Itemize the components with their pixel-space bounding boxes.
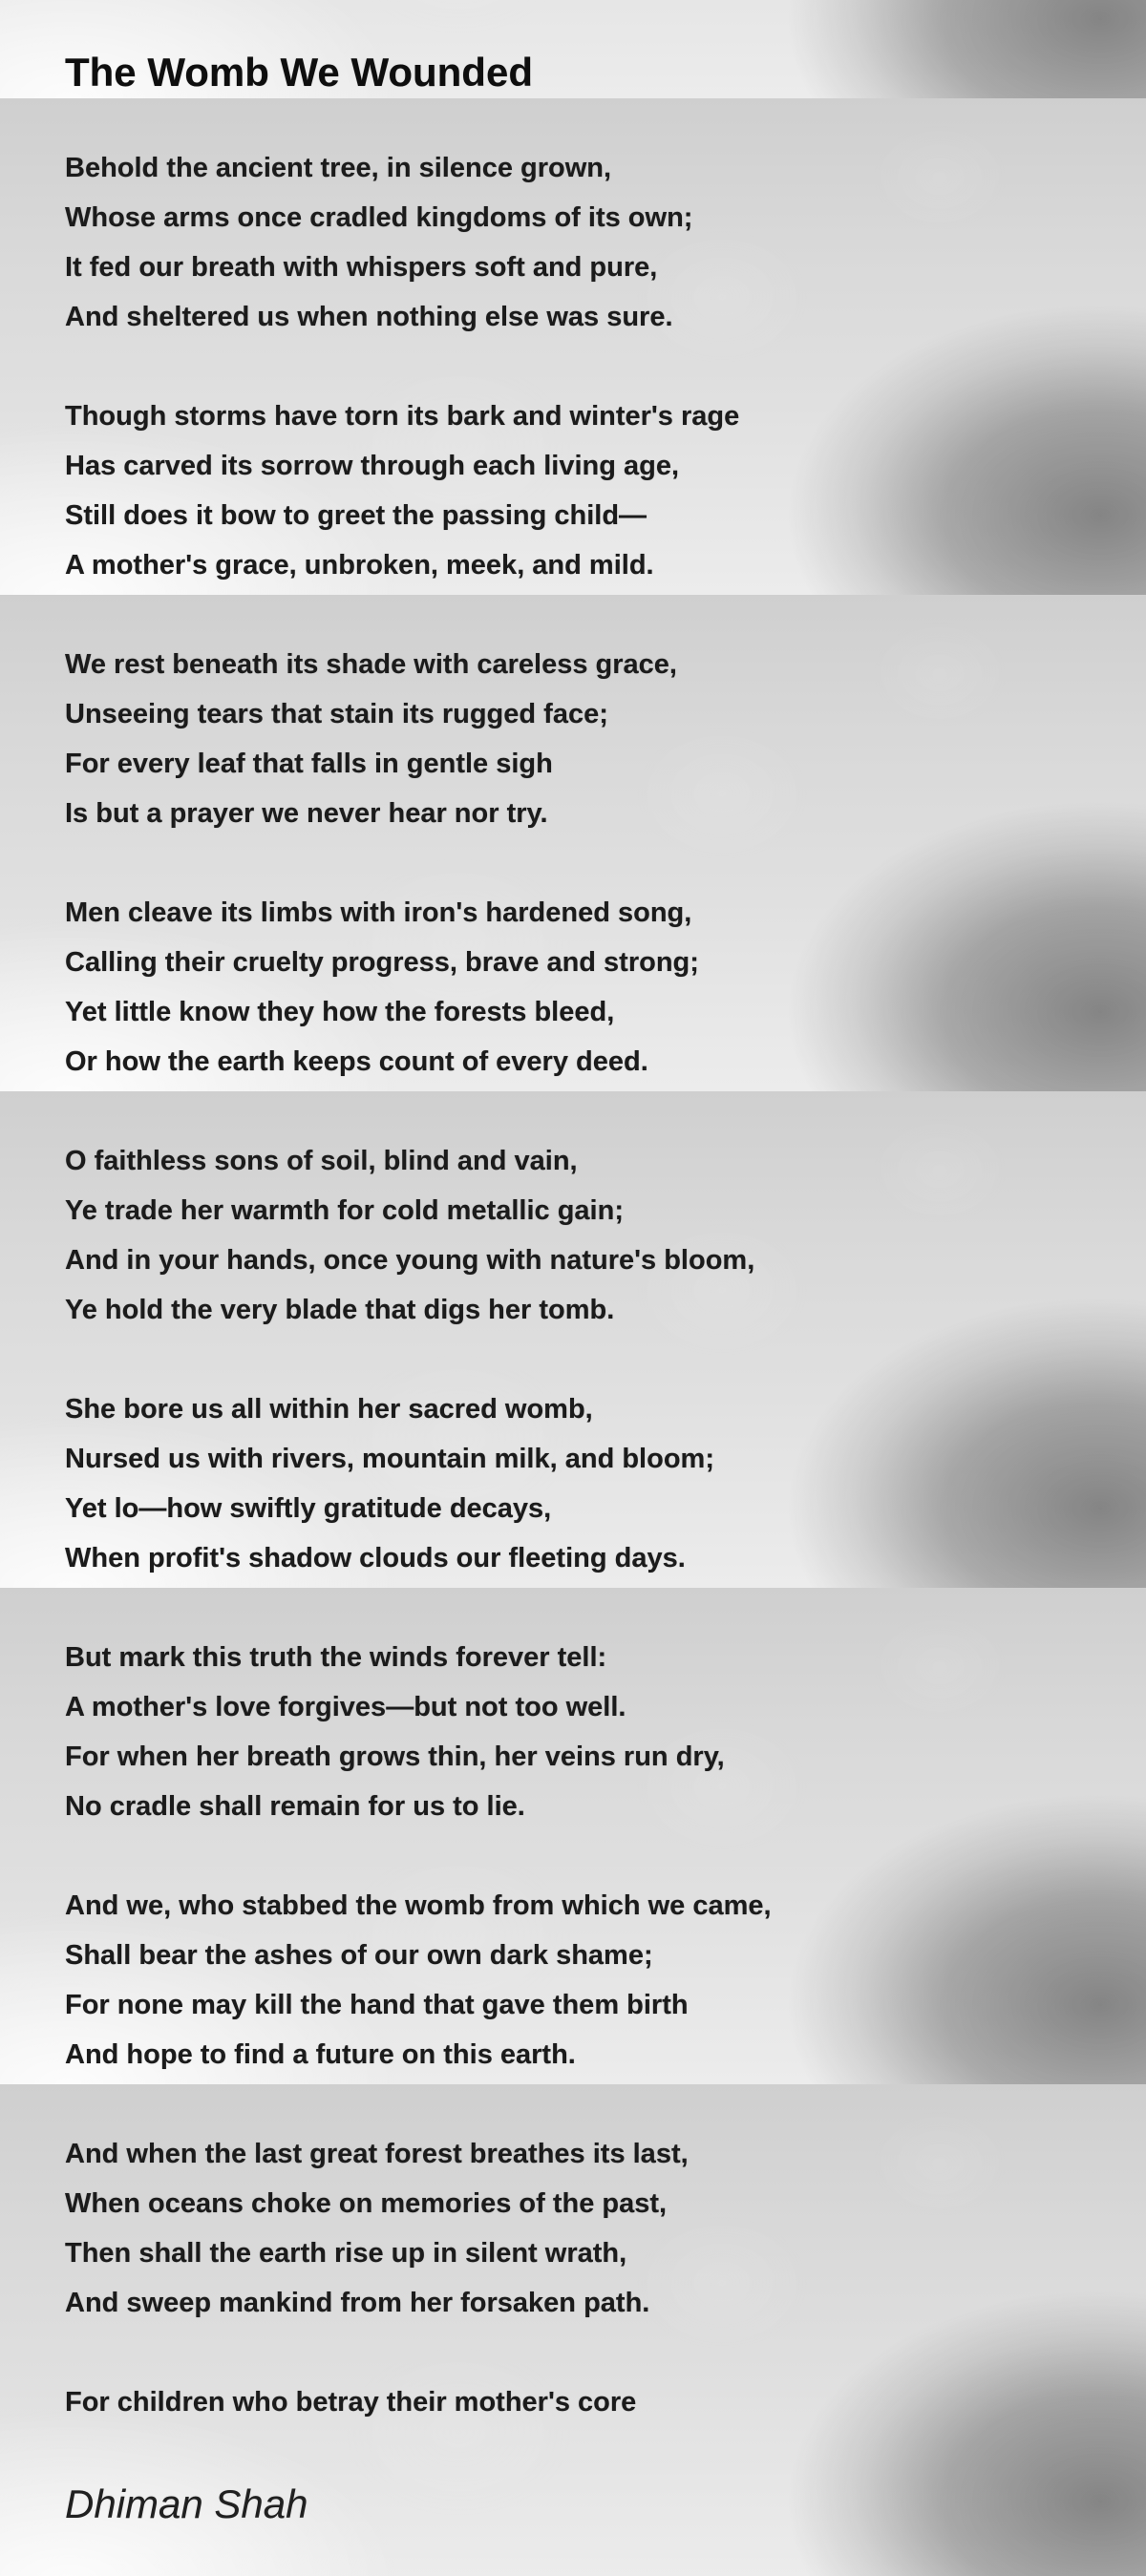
- poem-line: And when the last great forest breathes its last,: [65, 2139, 689, 2169]
- poem-line: And sheltered us when nothing else was sure.: [65, 302, 673, 332]
- poem-stanza: [65, 143, 772, 342]
- poem-line: Yet little know they how the forests bleed,: [65, 997, 615, 1027]
- poem-line: A mother's grace, unbroken, meek, and mild.: [65, 550, 654, 581]
- poem-line: She bore us all within her sacred womb,: [65, 1394, 593, 1425]
- poem-line: Unseeing tears that stain its rugged face;: [65, 699, 608, 729]
- poem-line: And hope to find a future on this earth.: [65, 2039, 576, 2070]
- poem-line: Men cleave its limbs with iron's hardened song,: [65, 897, 692, 928]
- poem-line: Whose arms once cradled kingdoms of its own;: [65, 202, 693, 233]
- poem-stanza: [65, 1881, 772, 2080]
- poem-title: The Womb We Wounded: [65, 50, 533, 95]
- poem-line: Ye trade her warmth for cold metallic gain;: [65, 1195, 624, 1226]
- poem-stanza: [65, 640, 772, 838]
- poem-line: Then shall the earth rise up in silent wrath,: [65, 2238, 627, 2269]
- poem-line: No cradle shall remain for us to lie.: [65, 1791, 525, 1822]
- poem-line: We rest beneath its shade with careless grace,: [65, 649, 677, 680]
- poem-line: When oceans choke on memories of the past,: [65, 2188, 668, 2219]
- poem-line: Ye hold the very blade that digs her tomb.: [65, 1295, 615, 1325]
- poem-line: Behold the ancient tree, in silence grown,: [65, 153, 612, 183]
- poem-line: Has carved its sorrow through each living age,: [65, 451, 680, 481]
- poem-line: Shall bear the ashes of our own dark shame;: [65, 1940, 653, 1971]
- poem-line: Still does it bow to greet the passing child—: [65, 500, 647, 531]
- poem-body: [65, 143, 772, 2377]
- poem-line: And sweep mankind from her forsaken path.: [65, 2288, 650, 2318]
- poem-line: Nursed us with rivers, mountain milk, and bloom;: [65, 1444, 714, 1474]
- poem-line: For every leaf that falls in gentle sigh: [65, 749, 553, 779]
- poem-line: And in your hands, once young with nature's bloom,: [65, 1245, 755, 1276]
- poem-line: A mother's love forgives—but not too well.: [65, 1692, 626, 1722]
- poem-line: And we, who stabbed the womb from which we came,: [65, 1890, 772, 1921]
- poem-line: O faithless sons of soil, blind and vain,: [65, 1146, 578, 1176]
- poem-stanza: [65, 1633, 772, 1831]
- poem-dedication: For children who betray their mother's core: [65, 2387, 637, 2418]
- poem-stanza: [65, 888, 772, 1087]
- poem-stanza: [65, 1384, 772, 1583]
- poem-line: For none may kill the hand that gave them birth: [65, 1990, 689, 2020]
- poem-line: It fed our breath with whispers soft and pure,: [65, 252, 658, 283]
- poem-line: Calling their cruelty progress, brave and strong;: [65, 947, 699, 978]
- poem-line: Is but a prayer we never hear nor try.: [65, 798, 548, 829]
- poem-line: Though storms have torn its bark and winter's rage: [65, 401, 740, 432]
- poem-line: But mark this truth the winds forever tell:: [65, 1642, 607, 1673]
- poem-line: Yet lo—how swiftly gratitude decays,: [65, 1493, 552, 1524]
- poem-stanza: [65, 2129, 772, 2328]
- poem-stanza: [65, 391, 772, 590]
- poem-line: Or how the earth keeps count of every deed.: [65, 1046, 648, 1077]
- poem-author-signature: Dhiman Shah: [65, 2481, 308, 2526]
- poem-line: When profit's shadow clouds our fleeting days.: [65, 1543, 686, 1573]
- poem-line: For when her breath grows thin, her veins run dry,: [65, 1742, 725, 1772]
- poem-stanza: [65, 1136, 772, 1335]
